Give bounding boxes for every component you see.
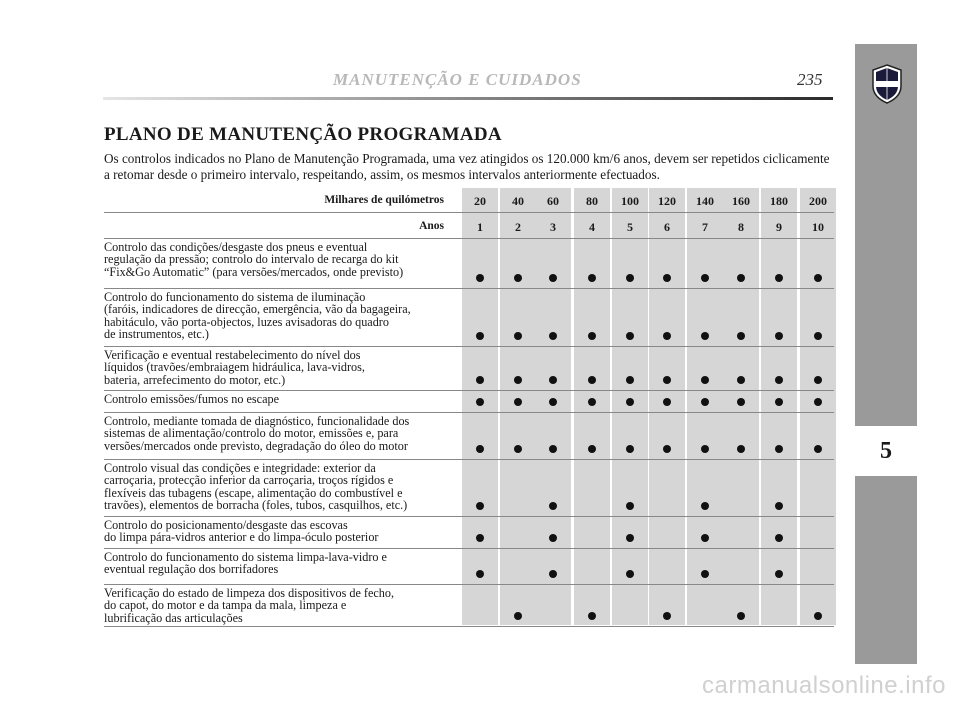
maintenance-dot [663,274,671,282]
year-value: 3 [550,220,556,234]
km-value: 120 [658,194,676,208]
maintenance-item: Controlo emissões/fumos no escape [104,392,279,406]
maintenance-dot [814,398,822,406]
maintenance-dot [814,612,822,620]
header-rule [103,97,833,100]
running-title: MANUTENÇÃO E CUIDADOS [333,70,582,89]
maintenance-dot [701,534,709,542]
maintenance-dot [588,445,596,453]
maintenance-dot [514,274,522,282]
maintenance-dot [775,398,783,406]
maintenance-dot [814,274,822,282]
maintenance-dot [701,502,709,510]
column-shade [687,188,723,625]
watermark: carmanualsonline.info [702,672,946,699]
km-value: 20 [474,194,486,208]
maintenance-dot [549,376,557,384]
year-value: 4 [589,220,595,234]
maintenance-dot [814,445,822,453]
km-header-label: Milhares de quilómetros [324,194,444,206]
column-shade [800,188,836,625]
column-shade [723,188,759,625]
maintenance-dot [588,376,596,384]
header-divider [104,212,834,213]
chapter-sidebar [855,44,917,664]
maintenance-dot [775,502,783,510]
years-header-label: Anos [419,220,444,232]
maintenance-dot [626,274,634,282]
row-divider [104,584,834,585]
maintenance-dot [626,445,634,453]
row-divider [104,516,834,517]
maintenance-dot [476,274,484,282]
maintenance-dot [476,376,484,384]
maintenance-item: Controlo do funcionamento do sistema limpa-lava-vidro e eventual regulação dos borrifadores [104,550,387,577]
maintenance-dot [514,376,522,384]
maintenance-dot [514,332,522,340]
maintenance-item: Controlo do funcionamento do sistema de iluminação (faróis, indicadores de direcção, emergência, vão da bagageira, habitáculo, vão porta-objectos, luzes avisadoras do quadro de instrumentos, etc.) [104,290,411,342]
year-value: 10 [812,220,824,234]
maintenance-dot [775,274,783,282]
maintenance-dot [476,398,484,406]
maintenance-dot [814,332,822,340]
maintenance-dot [549,502,557,510]
maintenance-item: Verificação e eventual restabelecimento do nível dos líquidos (travões/embraiagem hidráulica, lava-vidros, bateria, arrefecimento do motor, etc.) [104,348,365,387]
km-value: 140 [696,194,714,208]
year-value: 2 [515,220,521,234]
km-value: 80 [586,194,598,208]
maintenance-dot [626,534,634,542]
row-divider [104,238,834,239]
year-value: 9 [776,220,782,234]
maintenance-dot [476,570,484,578]
maintenance-item: Controlo visual das condições e integridade: exterior da carroçaria, protecção inferior da carroçaria, troços rígidos e flexíveis das tubagens (escape, alimentação do combustível e travões), elementos de borracha (foles, tubos, casquilhos, etc.) [104,461,408,513]
maintenance-dot [701,570,709,578]
row-divider [104,626,834,627]
maintenance-dot [588,398,596,406]
maintenance-dot [514,398,522,406]
page-number: 235 [797,70,823,89]
maintenance-dot [701,332,709,340]
maintenance-dot [737,376,745,384]
row-divider [104,288,834,289]
maintenance-item: Controlo, mediante tomada de diagnóstico, funcionalidade dos sistemas de alimentação/controlo do motor, emissões e, para versões/mercados onde previsto, degradação do óleo do motor [104,414,410,453]
maintenance-dot [663,376,671,384]
maintenance-dot [775,332,783,340]
column-shade [535,188,571,625]
maintenance-dot [737,612,745,620]
maintenance-dot [549,332,557,340]
maintenance-dot [737,332,745,340]
column-shade [649,188,685,625]
year-value: 6 [664,220,670,234]
column-shade [612,188,648,625]
maintenance-dot [775,445,783,453]
maintenance-dot [588,274,596,282]
maintenance-dot [476,445,484,453]
maintenance-dot [775,570,783,578]
km-value: 60 [547,194,559,208]
maintenance-dot [663,445,671,453]
maintenance-dot [737,274,745,282]
year-value: 1 [477,220,483,234]
maintenance-dot [737,445,745,453]
maintenance-item: Controlo das condições/desgaste dos pneus e eventual regulação da pressão; controlo do intervalo de recarga do kit “Fix&Go Automatic” (para versões/mercados, onde previsto) [104,240,404,279]
year-value: 7 [702,220,708,234]
maintenance-dot [476,502,484,510]
km-value: 180 [770,194,788,208]
maintenance-dot [549,398,557,406]
lancia-logo-icon [871,64,903,104]
maintenance-dot [549,534,557,542]
column-shade [574,188,610,625]
maintenance-dot [663,332,671,340]
year-value: 8 [738,220,744,234]
km-value: 200 [809,194,827,208]
maintenance-dot [737,398,745,406]
maintenance-dot [626,570,634,578]
maintenance-dot [701,274,709,282]
maintenance-dot [775,376,783,384]
maintenance-dot [814,376,822,384]
row-divider [104,459,834,460]
column-shade [462,188,498,625]
row-divider [104,412,834,413]
km-value: 160 [732,194,750,208]
maintenance-dot [514,612,522,620]
row-divider [104,346,834,347]
maintenance-dot [514,445,522,453]
maintenance-dot [663,398,671,406]
maintenance-dot [663,612,671,620]
maintenance-dot [476,332,484,340]
maintenance-dot [626,332,634,340]
section-title: PLANO DE MANUTENÇÃO PROGRAMADA [104,124,502,145]
maintenance-dot [588,612,596,620]
maintenance-dot [701,398,709,406]
maintenance-dot [549,274,557,282]
maintenance-dot [549,570,557,578]
maintenance-item: Verificação do estado de limpeza dos dispositivos de fecho, do capot, do motor e da tampa da mala, limpeza e lubrificação das articulações [104,586,395,625]
maintenance-dot [626,376,634,384]
year-value: 5 [627,220,633,234]
maintenance-dot [626,398,634,406]
column-shade [500,188,536,625]
maintenance-item: Controlo do posicionamento/desgaste das escovas do limpa pára-vidros anterior e do limpa-óculo posterior [104,518,379,545]
maintenance-dot [626,502,634,510]
maintenance-dot [549,445,557,453]
column-shade [761,188,797,625]
km-value: 40 [512,194,524,208]
maintenance-dot [701,376,709,384]
maintenance-dot [476,534,484,542]
intro-paragraph: Os controlos indicados no Plano de Manutenção Programada, uma vez atingidos os 120.000 km/6 anos, devem ser repetidos ciclicamente a retomar desde o primeiro intervalo, respeitando, assim, os mesmos intervalos anteriormente efectuados. [104,151,830,182]
maintenance-dot [775,534,783,542]
maintenance-dot [588,332,596,340]
row-divider [104,548,834,549]
maintenance-dot [701,445,709,453]
row-divider [104,390,834,391]
chapter-number: 5 [855,426,917,476]
km-value: 100 [621,194,639,208]
